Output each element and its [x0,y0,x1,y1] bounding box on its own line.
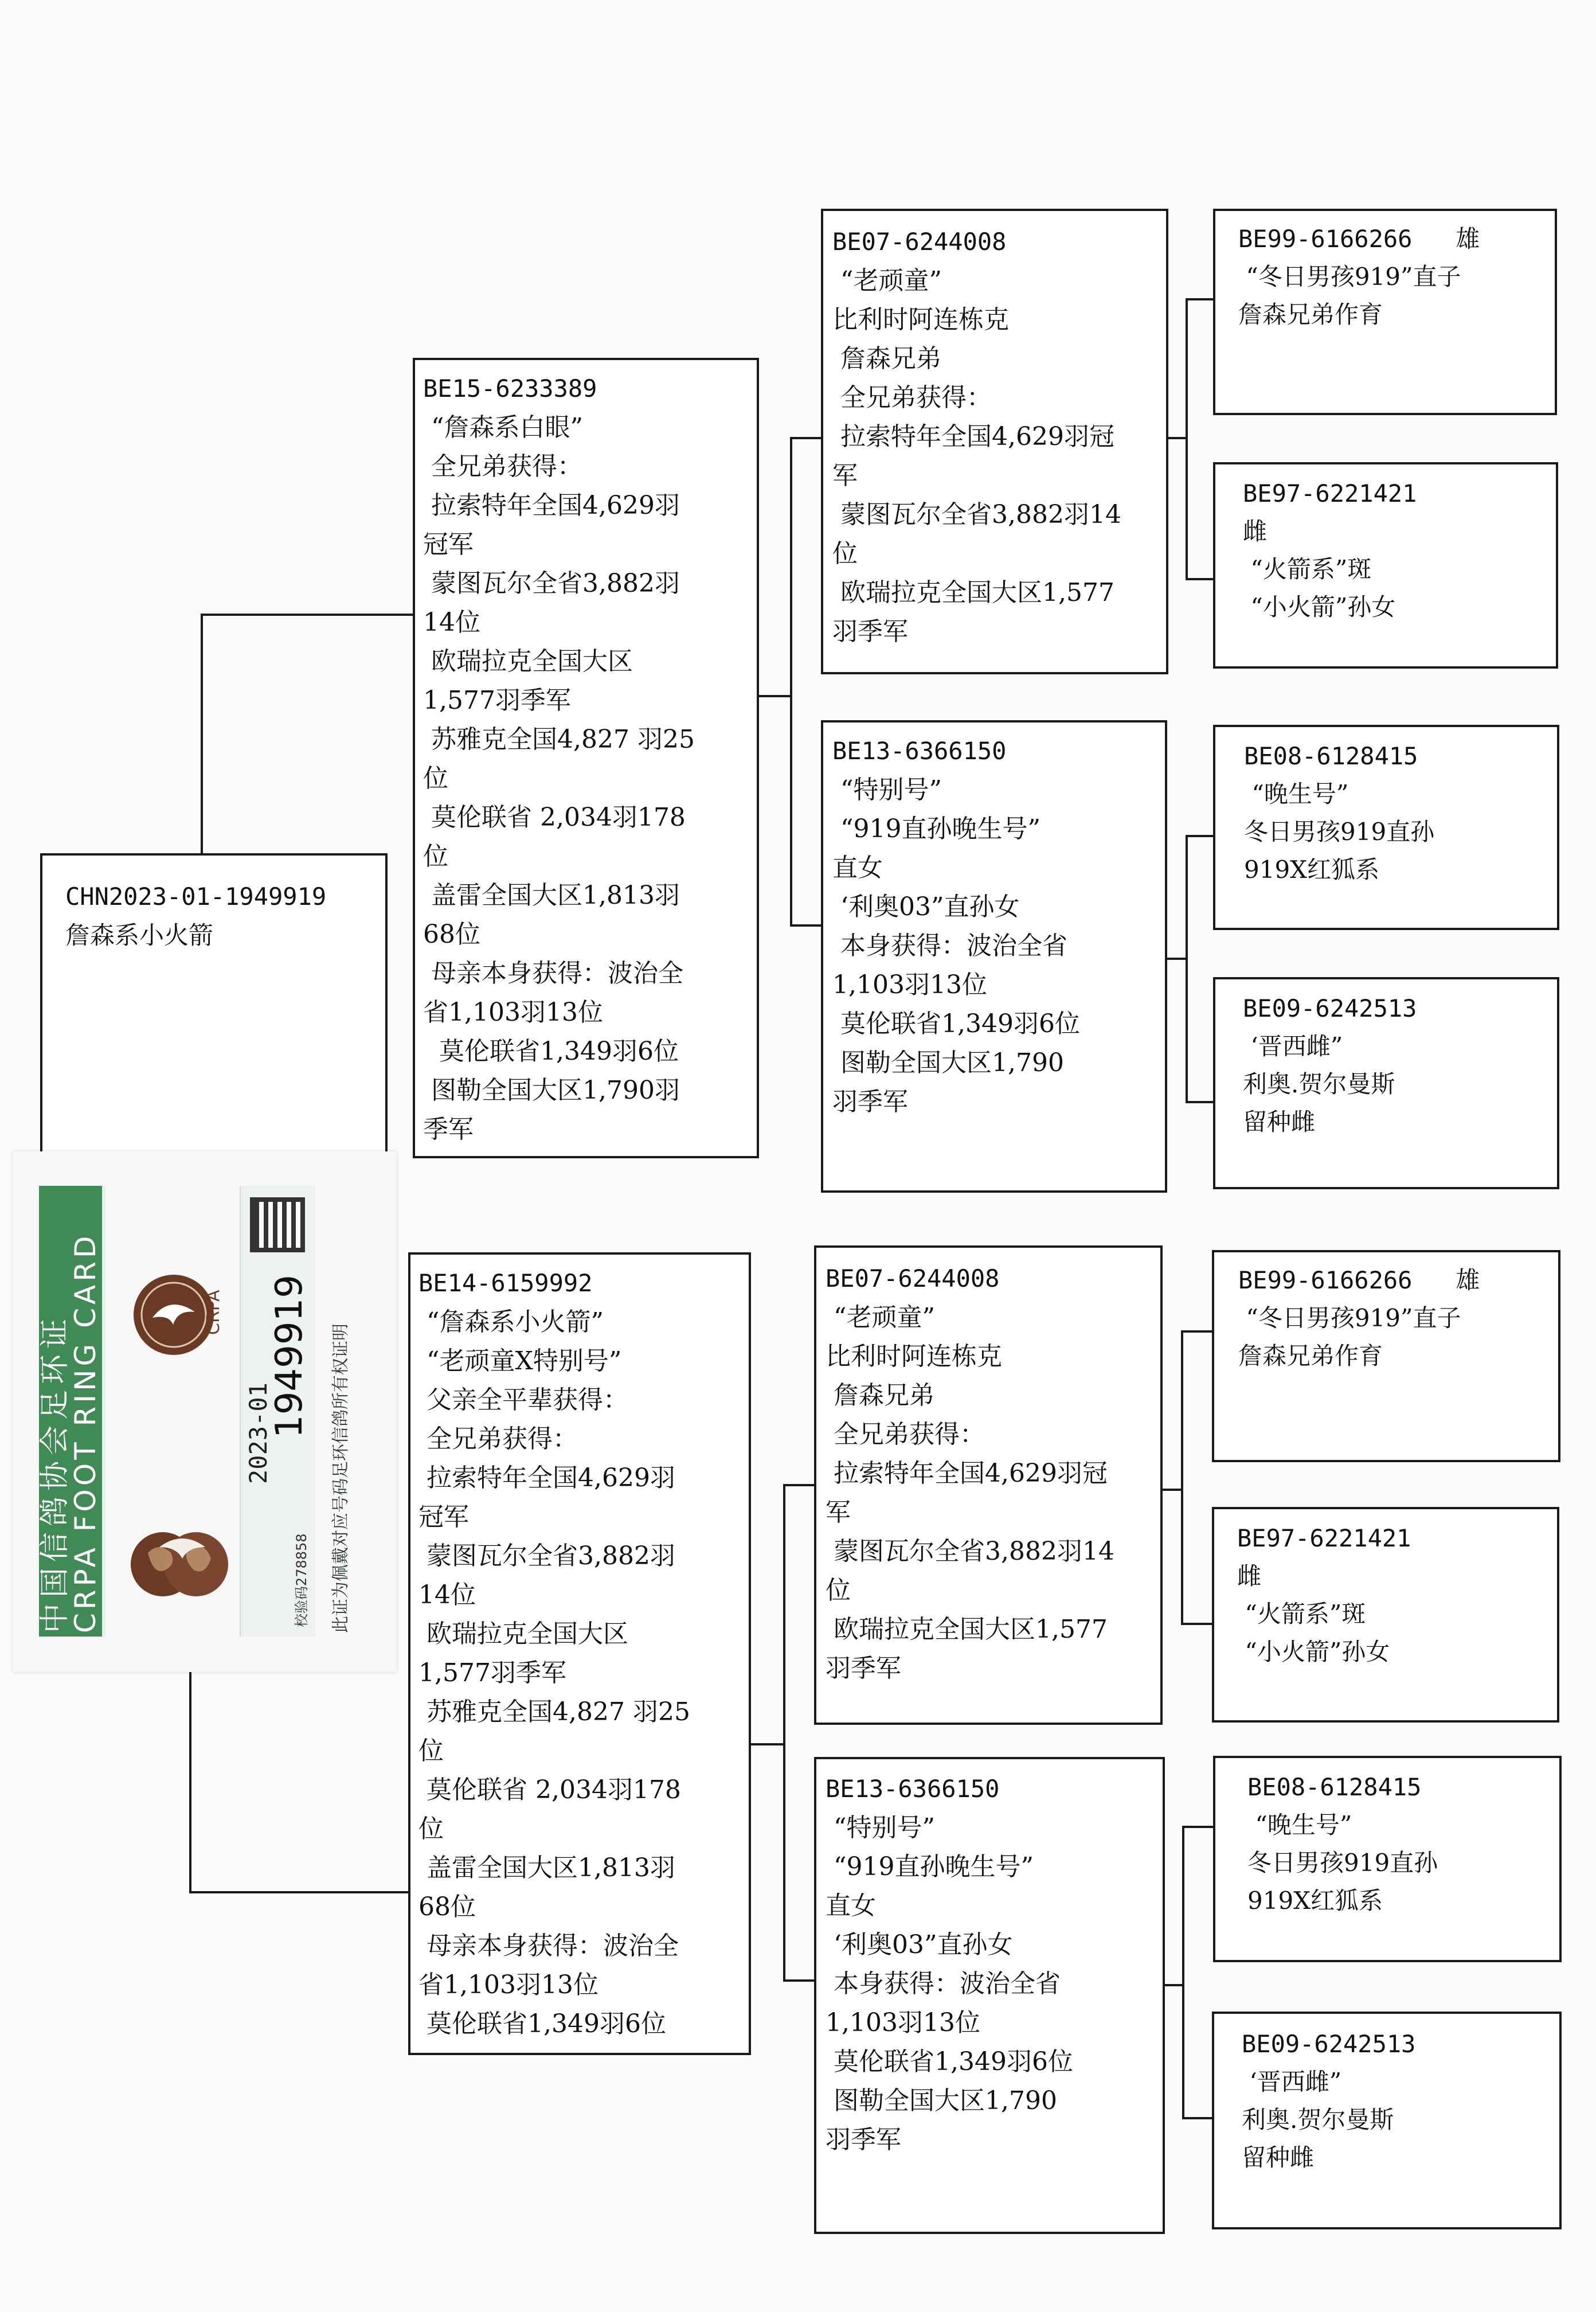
dam-line: 蒙图瓦尔全省3,882羽 [418,1541,675,1571]
sire-line: “詹森系白眼” [423,413,583,442]
dam-line: 苏雅克全国4,827 羽25 [418,1697,690,1727]
dam-sire-line: 拉索特年全国4,629羽冠 [826,1459,1108,1488]
sire-line: 母亲本身获得：波治全 [423,959,683,988]
dam-line: “老顽童X特别号” [418,1346,622,1376]
sire-sire-line: 欧瑞拉克全国大区1,577 [832,578,1114,607]
dam-dam-line: 羽季军 [826,2125,901,2154]
sire-dam-line: “特别号” [832,775,942,804]
great-grandparent-ring-id: BE09-6242513 [1242,2030,1416,2058]
dam-dam-line: ‘利奥03”直孙女 [826,1930,1013,1959]
dam-line: 1,577羽季军 [418,1658,566,1688]
connector-line [783,1484,815,1486]
sire-dam-line: 直女 [832,853,883,882]
ring-prefix: 2023-01 [244,1382,272,1484]
great-grandparent-line: 留种雌 [1243,1108,1316,1136]
great-grandparent-box [1212,2012,1562,2229]
dam-dam-ring-id: BE13-6366150 [826,1775,1000,1803]
sire-line: 省1,103羽13位 [423,998,603,1027]
great-grandparent-ring-id: BE99-6166266 雄 [1238,225,1480,253]
great-grandparent-box [1213,977,1559,1189]
dam-line: 母亲本身获得：波治全 [418,1931,679,1960]
great-grandparent-line: 919X红狐系 [1247,1887,1383,1915]
dam-box [408,1252,751,2055]
dam-line: 位 [418,1736,444,1766]
subject-box [40,853,388,1163]
connector-line [1161,1489,1182,1491]
dam-sire-box [814,1245,1163,1725]
sire-line: 冠军 [423,530,474,559]
great-grandparent-line: 留种雌 [1242,2143,1315,2172]
sire-dam-line: ‘利奥03”直孙女 [832,892,1020,921]
great-grandparent-ring-id: BE09-6242513 [1243,994,1417,1022]
sire-sire-ring-id: BE07-6244008 [832,228,1007,256]
dam-sire-line: 全兄弟获得： [826,1420,985,1449]
dam-line: 全兄弟获得： [418,1424,578,1454]
dam-line: 省1,103羽13位 [418,1970,598,1999]
sire-line: 14位 [423,608,480,637]
great-grandparent-ring-id: BE97-6221421 [1243,479,1417,507]
dam-line: 14位 [418,1580,476,1610]
sire-dam-box [821,720,1167,1193]
connector-line [1167,437,1187,439]
connector-line [757,695,791,697]
crpa-globe-emblem [125,1507,234,1616]
ring-card-notice: 此证为佩戴对应号码足环信鸽所有权证明 [331,1323,351,1633]
connector-line [783,1979,815,1982]
sire-dam-line: “919直孙晚生号” [832,814,1040,843]
ring-check-code: 校验码278858 [294,1533,310,1627]
connector-line [1166,958,1187,960]
ring-card-title-en: CRPA FOOT RING CARD [69,1232,102,1633]
connector-line [1186,298,1188,580]
great-grandparent-ring-id: BE97-6221421 [1237,1524,1411,1552]
sire-box [413,358,759,1158]
great-grandparent-box [1213,462,1558,669]
great-grandparent-line: “小火箭”孙女 [1243,593,1396,621]
sire-line: 拉索特年全国4,629羽 [423,491,680,520]
sire-dam-ring-id: BE13-6366150 [832,737,1007,765]
connector-line [1181,1330,1212,1333]
great-grandparent-box [1213,725,1559,930]
ring-card-logo-text: CRPA [204,1290,224,1335]
dam-sire-line: 蒙图瓦尔全省3,882羽14 [826,1537,1114,1566]
sire-sire-line: 位 [832,539,858,568]
dam-sire-line: 詹森兄弟 [826,1381,934,1410]
dam-line: 拉索特年全国4,629羽 [418,1463,675,1493]
connector-line [189,1669,191,1892]
dam-line: 位 [418,1814,444,1844]
connector-line [1186,578,1213,580]
great-grandparent-line: ‘晋西雌” [1242,2068,1342,2096]
sire-line: 欧瑞拉克全国大区 [423,647,633,676]
ring-card-divider [102,1186,105,1637]
great-grandparent-line: “火箭系”斑 [1237,1600,1366,1628]
connector-line [1186,298,1213,300]
great-grandparent-box [1212,1507,1559,1723]
sire-sire-line: “老顽童” [832,266,942,295]
sire-dam-line: 羽季军 [832,1087,908,1116]
connector-line [1186,1101,1213,1103]
great-grandparent-ring-id: BE08-6128415 [1247,1773,1422,1801]
sire-ring-id: BE15-6233389 [423,374,597,403]
connector-line [1181,1623,1212,1625]
dam-dam-line: “919直孙晚生号” [826,1852,1034,1881]
sire-dam-line: 本身获得：波治全省 [832,931,1067,960]
dam-line: 冠军 [418,1502,469,1532]
great-grandparent-ring-id: BE99-6166266 雄 [1238,1266,1480,1294]
ring-card-body [39,1186,360,1637]
sire-line: 位 [423,764,448,793]
dam-sire-line: 比利时阿连栋克 [826,1342,1002,1371]
great-grandparent-line: 919X红狐系 [1244,856,1380,884]
great-grandparent-line: 冬日男孩919直孙 [1247,1849,1438,1877]
connector-line [1164,1984,1183,1986]
great-grandparent-line: 詹森兄弟作育 [1238,300,1383,329]
sire-sire-line: 羽季军 [832,617,908,646]
sire-line: 68位 [423,920,480,949]
dam-dam-line: 莫伦联省1,349羽6位 [826,2047,1073,2076]
great-grandparent-line: “小火箭”孙女 [1237,1638,1390,1666]
sire-sire-box [821,209,1168,674]
great-grandparent-box [1212,1250,1560,1462]
great-grandparent-line: 利奥.贺尔曼斯 [1243,1070,1395,1098]
qr-code [250,1197,305,1252]
sire-sire-line: 比利时阿连栋克 [832,305,1009,334]
connector-line [783,1484,785,1981]
sire-line: 盖雷全国大区1,813羽 [423,881,680,910]
connector-line [1182,1826,1184,2119]
great-grandparent-box [1213,209,1557,415]
sire-dam-line: 莫伦联省1,349羽6位 [832,1009,1080,1038]
sire-line: 1,577羽季军 [423,686,571,715]
great-grandparent-line: ‘晋西雌” [1243,1032,1343,1060]
dam-dam-line: 直女 [826,1891,876,1920]
dam-line: 欧瑞拉克全国大区 [418,1619,628,1649]
sire-dam-line: 1,103羽13位 [832,970,987,999]
sire-dam-line: 图勒全国大区1,790 [832,1048,1064,1077]
connector-line [1181,1330,1183,1625]
sire-line: 位 [423,842,448,871]
subject-ring-id: CHN2023-01-1949919 [65,882,327,911]
dam-line: 莫伦联省1,349羽6位 [418,2009,666,2038]
dam-dam-line: 本身获得：波治全省 [826,1969,1061,1998]
dam-dam-box [814,1757,1165,2234]
great-grandparent-line: “晚生号” [1247,1811,1352,1839]
great-grandparent-line: “冬日男孩919”直子 [1238,263,1461,291]
sire-line: 全兄弟获得： [423,452,582,481]
connector-line [1182,1826,1213,1828]
connector-line [189,1891,413,1893]
dam-sire-line: 位 [826,1576,851,1605]
connector-line [1186,835,1213,837]
great-grandparent-line: 利奥.贺尔曼斯 [1242,2106,1394,2134]
dam-line: 莫伦联省 2,034羽178 [418,1775,681,1805]
subject-name: 詹森系小火箭 [65,921,213,950]
sire-sire-line: 蒙图瓦尔全省3,882羽14 [832,500,1121,529]
connector-line [790,437,822,439]
sire-line: 图勒全国大区1,790羽 [423,1076,680,1105]
great-grandparent-line: “晚生号” [1244,780,1349,808]
dam-dam-line: “特别号” [826,1813,935,1842]
sire-line: 莫伦联省 2,034羽178 [423,803,686,832]
connector-line [1186,835,1188,1103]
connector-line [201,614,413,616]
dam-sire-line: 羽季军 [826,1654,901,1683]
ring-number: 1949919 [268,1274,311,1438]
sire-line: 莫伦联省1,349羽6位 [423,1037,679,1066]
connector-line [201,614,203,854]
dam-dam-line: 1,103羽13位 [826,2008,980,2037]
ring-card-title-cn: 中国信鸽协会足环证 [38,1313,72,1633]
great-grandparent-ring-id: BE08-6128415 [1244,742,1418,770]
great-grandparent-line: 雌 [1243,517,1268,545]
dam-ring-id: BE14-6159992 [418,1269,593,1297]
dam-sire-line: 军 [826,1498,851,1527]
great-grandparent-line: “火箭系”斑 [1243,555,1372,583]
great-grandparent-line: 詹森兄弟作育 [1238,1342,1383,1370]
dam-line: 盖雷全国大区1,813羽 [418,1853,675,1883]
great-grandparent-line: 雌 [1237,1562,1262,1590]
great-grandparent-line: 冬日男孩919直孙 [1244,818,1435,846]
dam-line: “詹森系小火箭” [418,1307,604,1337]
dam-line: 父亲全平辈获得： [418,1385,628,1415]
sire-line: 季军 [423,1115,474,1144]
sire-line: 蒙图瓦尔全省3,882羽 [423,569,680,598]
dam-sire-line: “老顽童” [826,1303,935,1332]
foot-ring-card [13,1151,397,1672]
sire-sire-line: 全兄弟获得： [832,383,992,412]
connector-line [790,924,822,927]
dam-sire-ring-id: BE07-6244008 [826,1264,1000,1292]
connector-line [1182,2117,1213,2119]
dam-line: 68位 [418,1892,476,1922]
dam-sire-line: 欧瑞拉克全国大区1,577 [826,1615,1108,1644]
great-grandparent-box [1213,1756,1562,1962]
sire-sire-line: 拉索特年全国4,629羽冠 [832,422,1114,451]
sire-sire-line: 詹森兄弟 [832,344,941,373]
sire-sire-line: 军 [832,461,858,490]
connector-line [748,1743,784,1745]
connector-line [790,437,792,925]
dam-dam-line: 图勒全国大区1,790 [826,2086,1057,2115]
great-grandparent-line: “冬日男孩919”直子 [1238,1304,1461,1332]
sire-line: 苏雅克全国4,827 羽25 [423,725,695,754]
